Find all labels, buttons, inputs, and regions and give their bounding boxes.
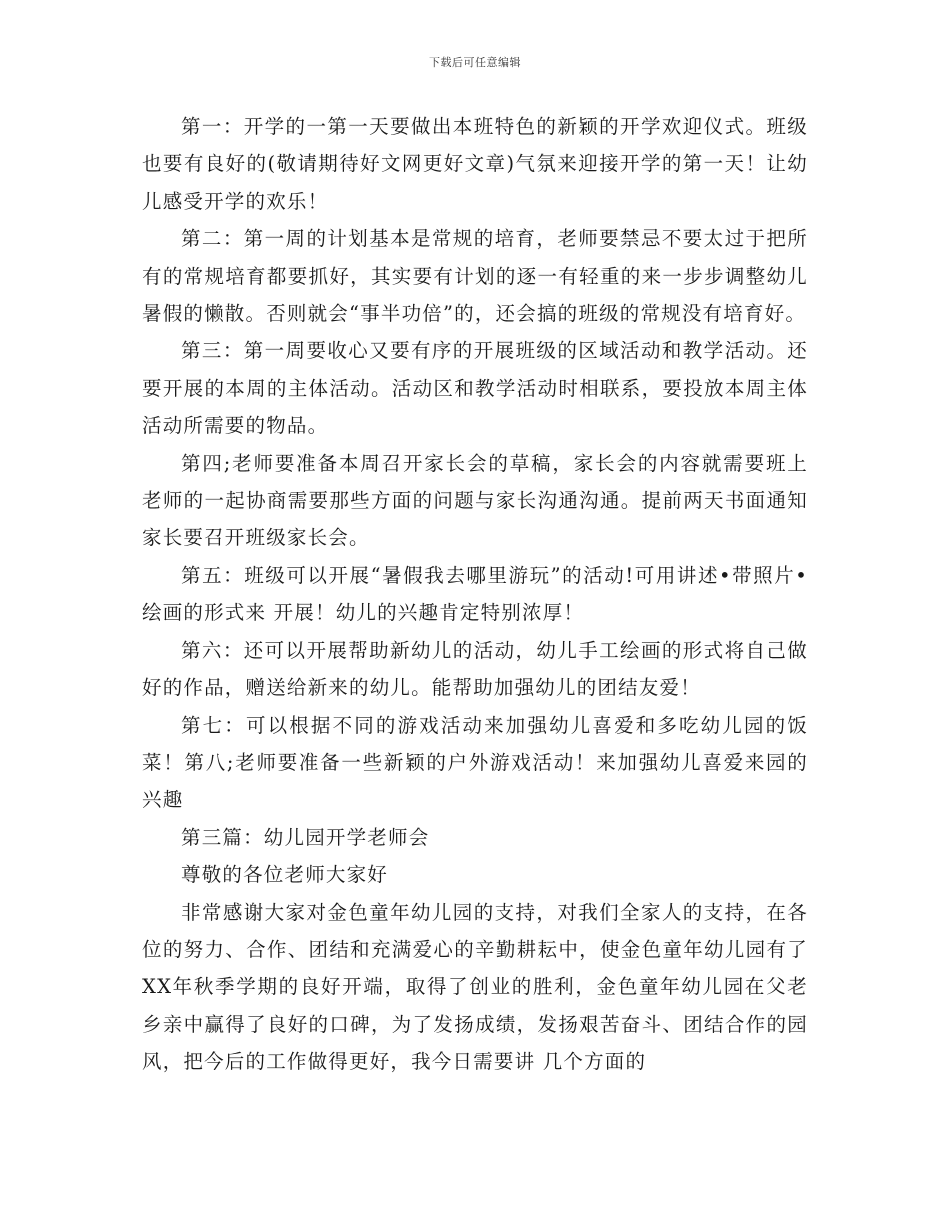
paragraph-1: 第一：开学的一第一天要做出本班特色的新颖的开学欢迎仪式。班级也要有良好的(敬请期待好文网更好文章)气氛来迎接开学的第一天！让幼儿感受开学的欢乐！ xyxy=(142,115,808,213)
document-body xyxy=(142,108,808,1081)
paragraph-5: 第五：班级可以开展“暑假我去哪里游玩”的活动!可用讲述•带照片•绘画的形式来 开展！幼儿的兴趣肯定特别浓厚！ xyxy=(142,563,808,625)
paragraph-8: 非常感谢大家对金色童年幼儿园的支持，对我们全家人的支持，在各位的努力、合作、团结和充满爱心的辛勤耕耘中，使金色童年幼儿园有了XX年秋季学期的良好开端，取得了创业的胜利，金色童年幼儿园在父老乡亲中赢得了良好的口碑，为了发扬成绩，发扬艰苦奋斗、团结合作的园风，把今后的工作做得更好，我今日需要讲 几个方面的 xyxy=(142,900,808,1074)
paragraph-7: 第七：可以根据不同的游戏活动来加强幼儿喜爱和多吃幼儿园的饭菜！第八;老师要准备一些新颖的户外游戏活动！来加强幼儿喜爱来园的兴趣 xyxy=(142,713,808,812)
paragraph-4: 第四;老师要准备本周召开家长会的草稿，家长会的内容就需要班上老师的一起协商需要那些方面的问题与家长沟通沟通。提前两天书面通知家长要召开班级家长会。 xyxy=(142,451,808,550)
paragraph-2: 第二：第一周的计划基本是常规的培育，老师要禁忌不要太过于把所有的常规培育都要抓好，其实要有计划的逐一有轻重的来一步步调整幼儿暑假的懒散。否则就会“事半功倍”的，还会搞的班级的常规没有培育好。 xyxy=(142,227,808,326)
paragraph-6: 第六：还可以开展帮助新幼儿的活动，幼儿手工绘画的形式将自己做好的作品，赠送给新来的幼儿。能帮助加强幼儿的团结友爱！ xyxy=(142,638,808,700)
paragraph-3: 第三：第一周要收心又要有序的开展班级的区域活动和教学活动。还要开展的本周的主体活动。活动区和教学活动时相联系，要投放本周主体活动所需要的物品。 xyxy=(142,339,808,438)
section-title: 第三篇：幼儿园开学老师会 xyxy=(181,825,430,849)
salutation: 尊敬的各位老师大家好 xyxy=(181,863,389,887)
page-header: 下载后可任意编辑 xyxy=(429,56,521,69)
